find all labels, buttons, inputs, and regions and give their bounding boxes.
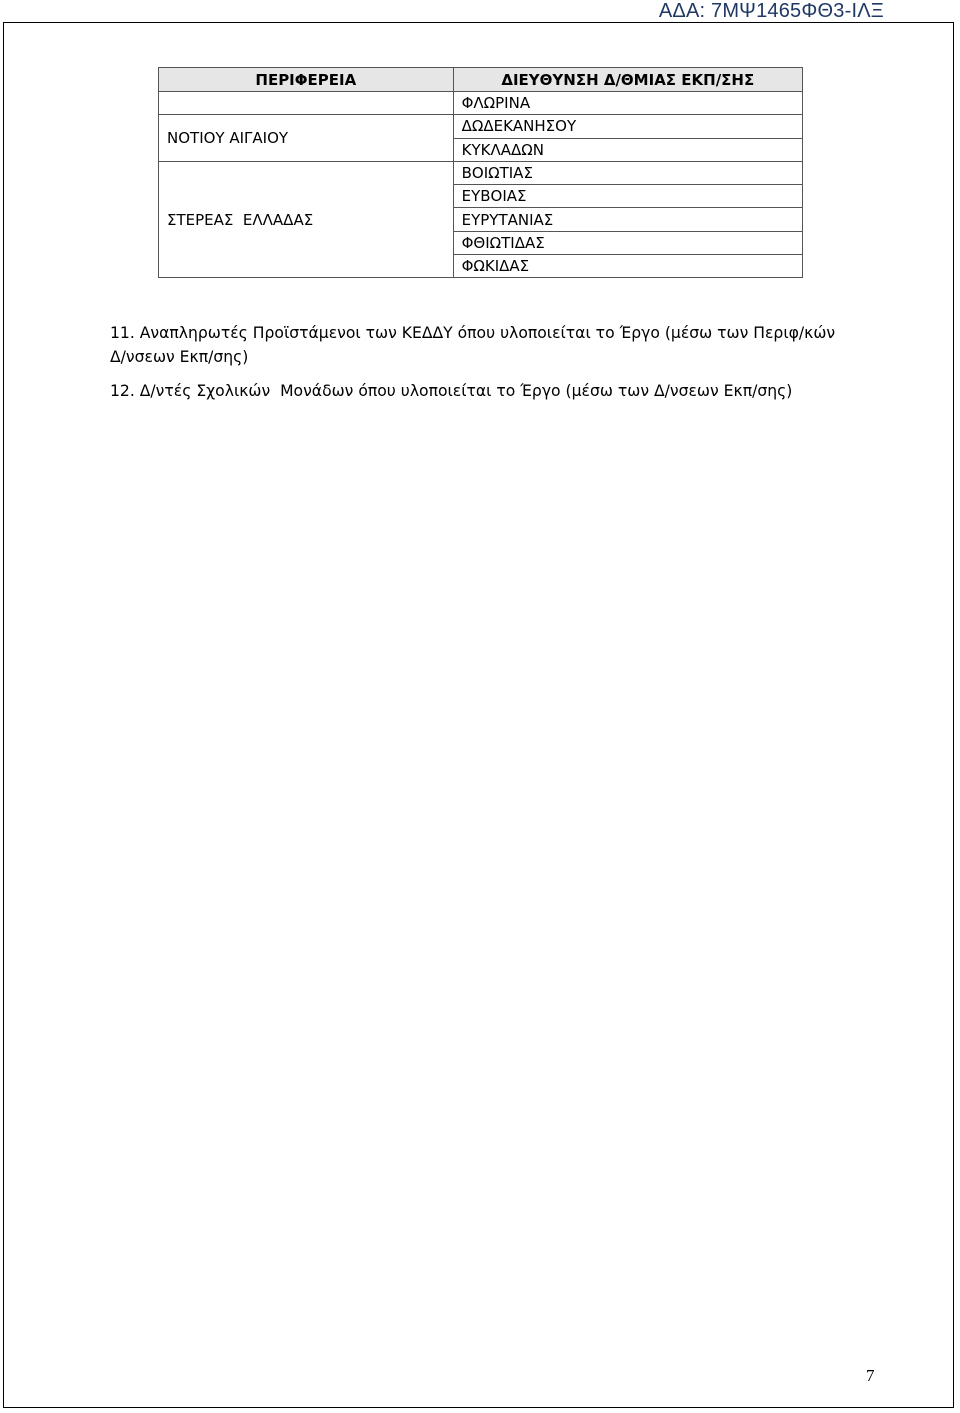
directorate-cell: ΔΩΔΕΚΑΝΗΣΟΥ [453,115,802,138]
table-row [159,161,803,184]
table-header-row [159,68,803,92]
paragraph-item-12: 12. Δ/ντές Σχολικών Μονάδων όπου υλοποιείται το Έργο (μέσω των Δ/νσεων Εκπ/σης) [110,382,793,400]
header-region: ΠΕΡΙΦΕΡΕΙΑ [159,68,454,92]
directorate-cell: ΒΟΙΩΤΙΑΣ [453,161,802,184]
directorate-cell: ΦΛΩΡΙΝΑ [453,92,802,115]
directorate-cell: ΦΘΙΩΤΙΔΑΣ [453,231,802,254]
region-cell: ΣΤΕΡΕΑΣ ΕΛΛΑΔΑΣ [159,161,454,277]
directorate-cell: ΚΥΚΛΑΔΩΝ [453,138,802,161]
region-directorate-table [158,67,803,278]
directorate-cell: ΕΥΡΥΤΑΝΙΑΣ [453,208,802,231]
paragraph-item-11: 11. Αναπληρωτές Προϊστάμενοι των ΚΕΔΔΥ όπου υλοποιείται το Έργο (μέσω των Περιφ/κών Δ/νσεων Εκπ/σης) [110,324,836,366]
header-directorate: ΔΙΕΥΘΥΝΣΗ Δ/ΘΜΙΑΣ ΕΚΠ/ΣΗΣ [453,68,802,92]
page-number: 7 [866,1366,875,1385]
region-cell: ΝΟΤΙΟΥ ΑΙΓΑΙΟΥ [159,115,454,162]
ada-code: ΑΔΑ: 7ΜΨ1465ΦΘ3-ΙΛΞ [658,0,884,22]
table-row [159,92,803,115]
region-cell-empty [159,92,454,115]
table-row [159,115,803,138]
directorate-cell: ΦΩΚΙΔΑΣ [453,255,802,278]
directorate-cell: ΕΥΒΟΙΑΣ [453,185,802,208]
